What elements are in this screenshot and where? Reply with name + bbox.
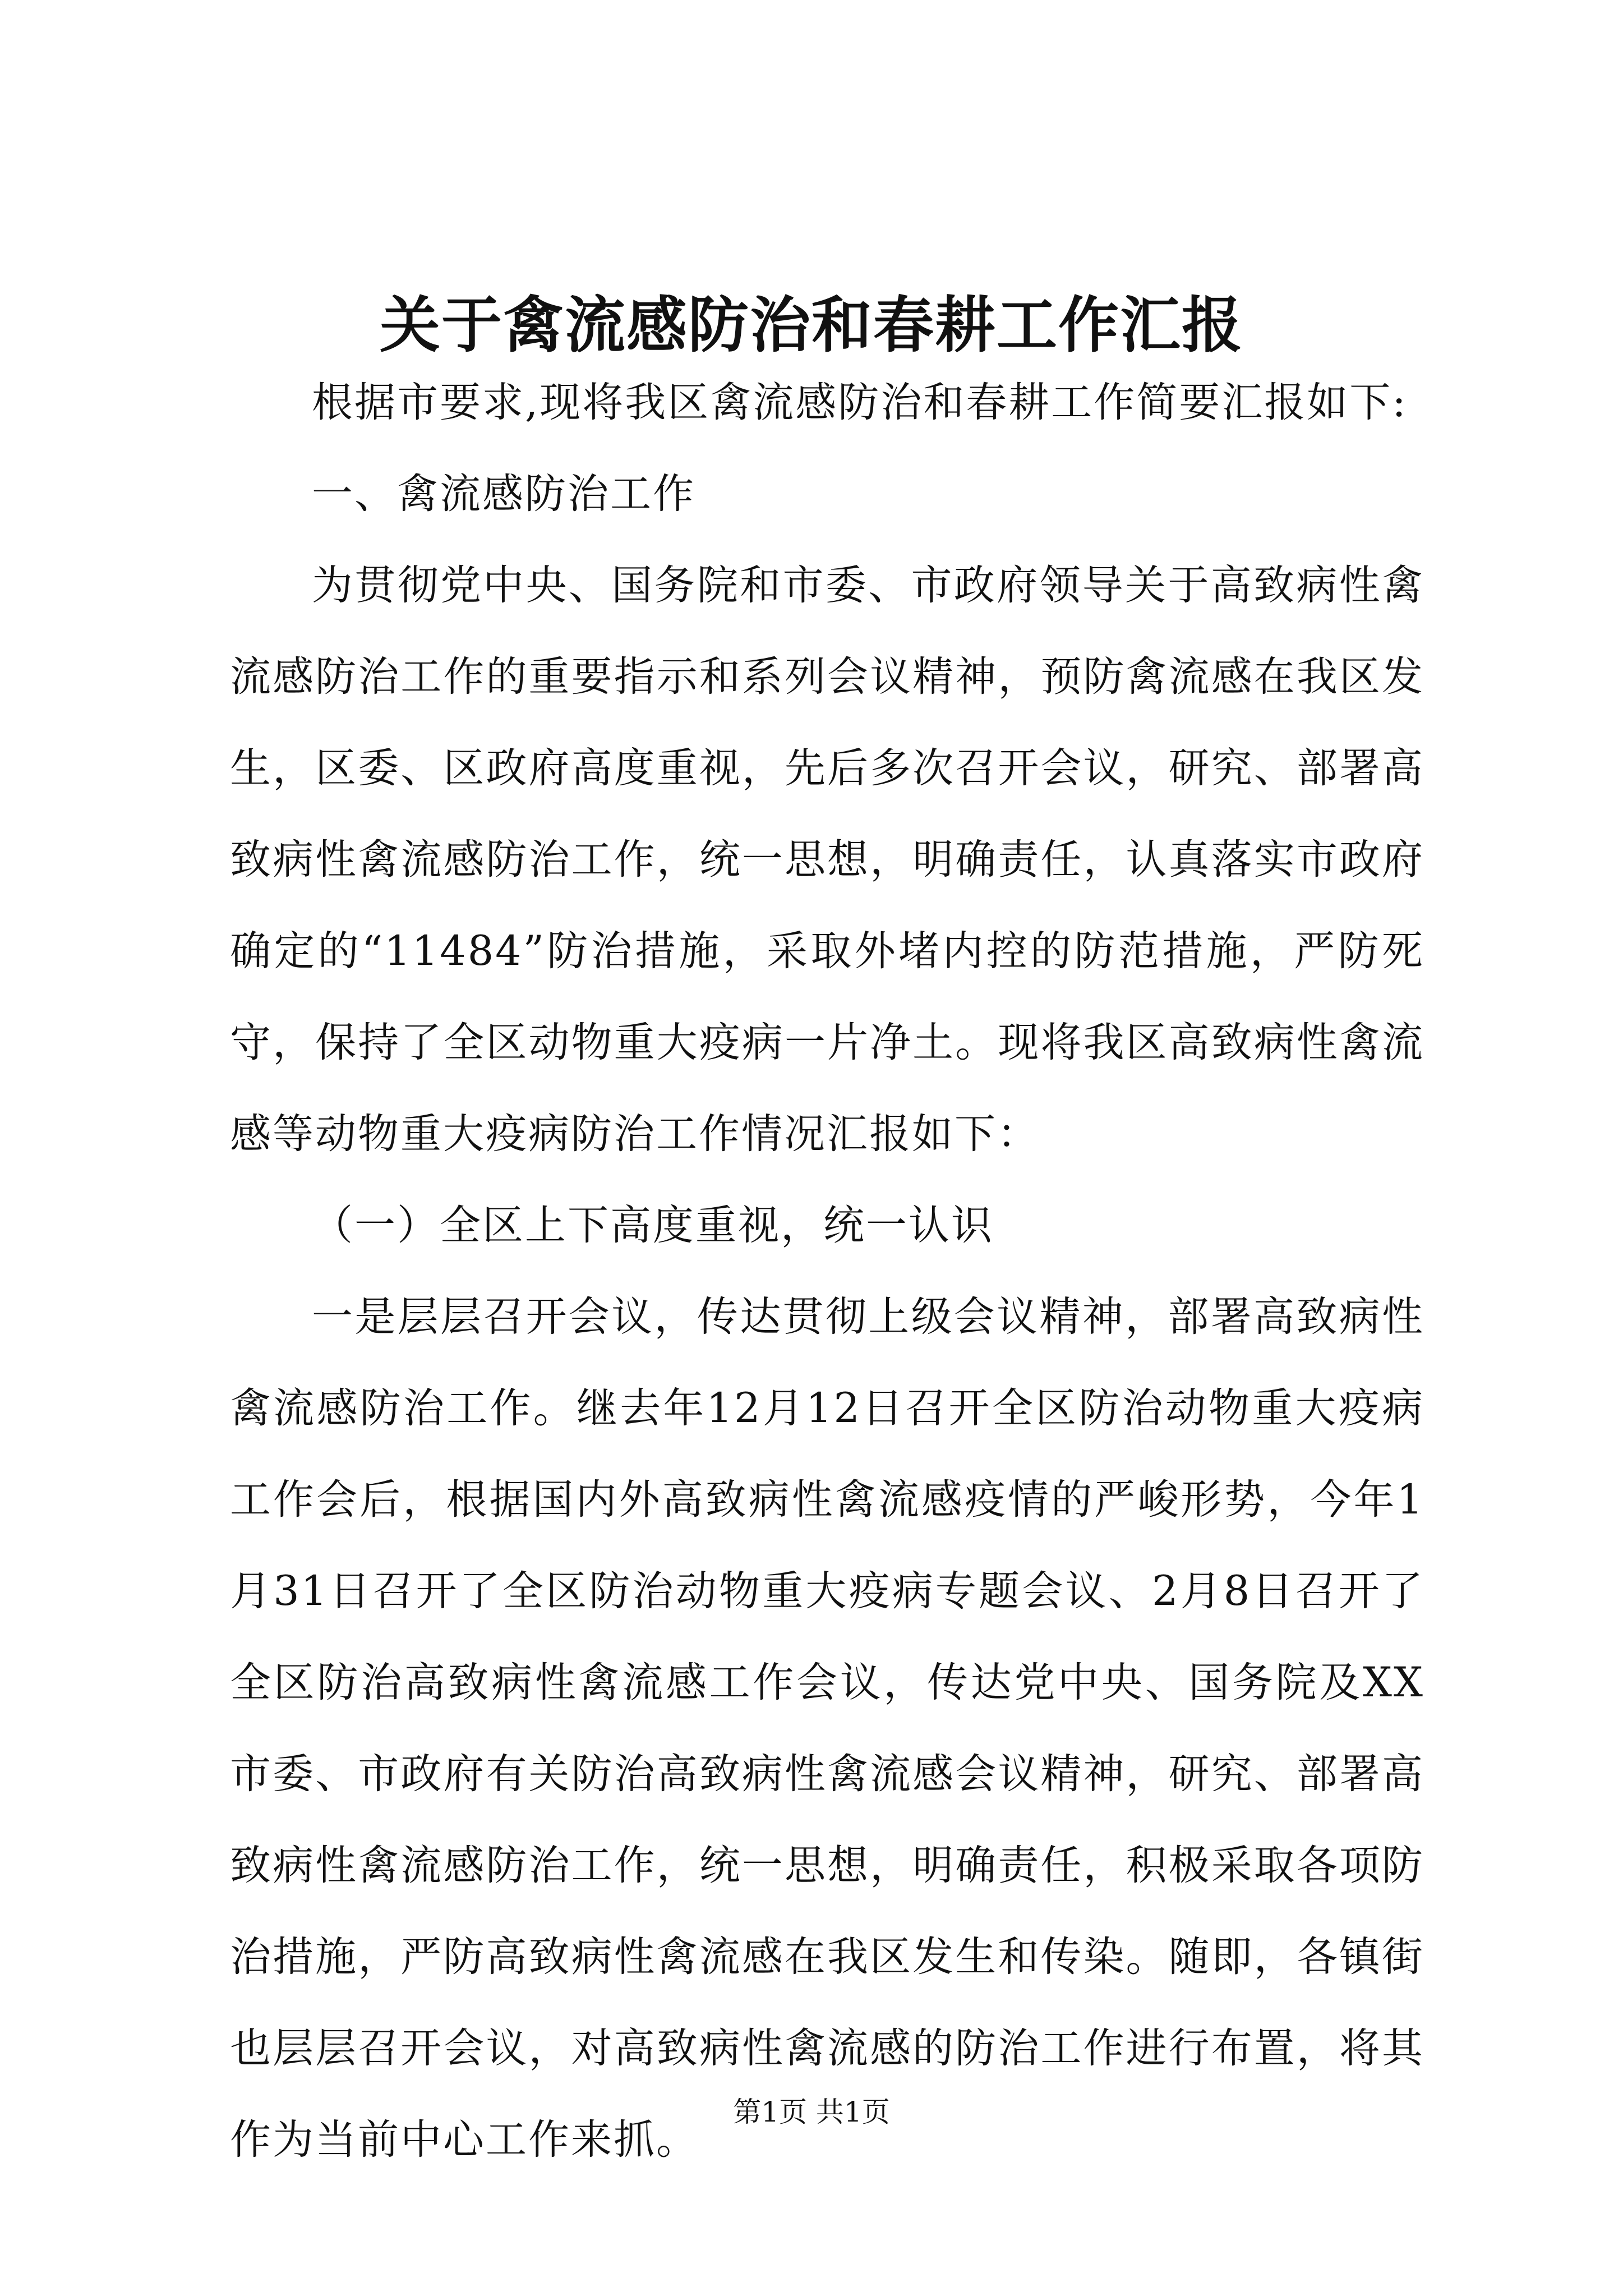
section-1-heading: 一、禽流感防治工作 bbox=[312, 470, 695, 518]
document-title: 关于禽流感防治和春耕工作汇报 bbox=[379, 290, 1243, 361]
page-footer: 第1页 共1页 bbox=[733, 2096, 890, 2128]
subsection-1-heading: （一）全区上下高度重视，统一认识 bbox=[312, 1202, 994, 1249]
document-body bbox=[230, 357, 1424, 2185]
section-1-paragraph-1: 为贯彻党中央、国务院和市委、市政府领导关于高致病性禽流感防治工作的重要指示和系列会议精神，预防禽流感在我区发生，区委、区政府高度重视，先后多次召开会议，研究、部署高致病性禽流感防治工作，统一思想，明确责任，认真落实市政府确定的“11484”防治措施，采取外堵内控的防范措施，严防死守，保持了全区动物重大疫病一片净土。现将我区高致病性禽流感等动物重大疫病防治工作情况汇报如下： bbox=[230, 562, 1424, 1158]
intro-paragraph: 根据市要求,现将我区禽流感防治和春耕工作简要汇报如下: bbox=[312, 379, 1408, 426]
subsection-1-paragraph-1: 一是层层召开会议，传达贯彻上级会议精神，部署高致病性禽流感防治工作。继去年12月12日召开全区防治动物重大疫病工作会后，根据国内外高致病性禽流感疫情的严峻形势，今年1月31日召开了全区防治动物重大疫病专题会议、2月8日召开了全区防治高致病性禽流感工作会议，传达党中央、国务院及XX市委、市政府有关防治高致病性禽流感会议精神，研究、部署高致病性禽流感防治工作，统一思想，明确责任，积极采取各项防治措施，严防高致病性禽流感在我区发生和传染。随即，各镇街也层层召开会议，对高致病性禽流感的防治工作进行布置，将其作为当前中心工作来抓。 bbox=[230, 1293, 1424, 2164]
